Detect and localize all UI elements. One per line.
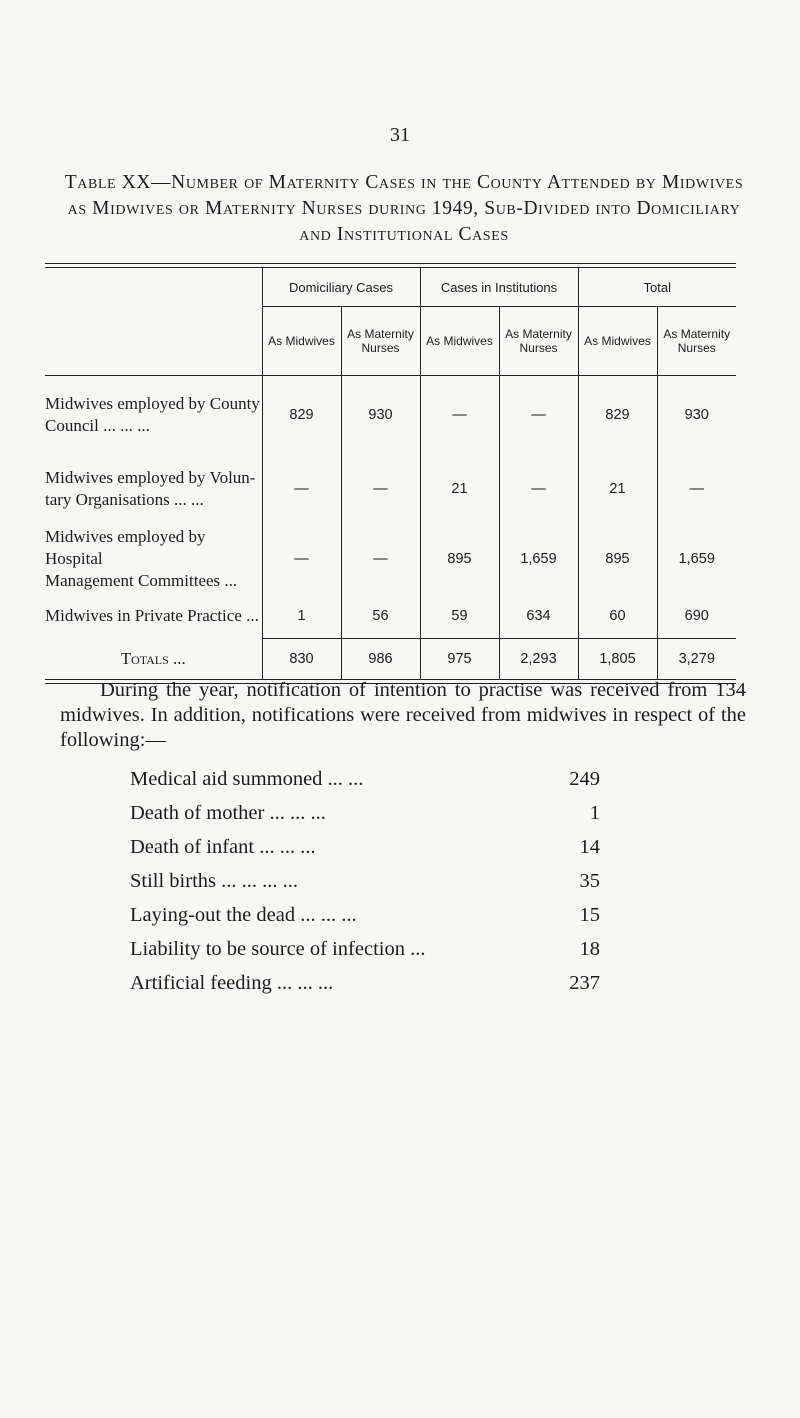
table-cell: 895: [420, 524, 499, 594]
table-cell: —: [499, 454, 578, 524]
list-item-value: 18: [579, 938, 600, 960]
list-item-value: 14: [579, 836, 600, 858]
list-item-label: Medical aid summoned ... ...: [130, 768, 364, 790]
table-cell: 829: [578, 376, 657, 455]
table-cell: 21: [420, 454, 499, 524]
table-cell: 21: [578, 454, 657, 524]
list-item-label: Still births ... ... ... ...: [130, 870, 299, 892]
table-cell: 829: [262, 376, 341, 455]
table-cell: 634: [499, 594, 578, 639]
row-label: Midwives employed by Volun- tary Organisations ... ...: [45, 468, 256, 509]
table-row: [45, 594, 736, 639]
row-label: Midwives in Private Practice ...: [45, 606, 259, 626]
list-item: [130, 938, 600, 972]
header-institutions: Cases in Institutions: [420, 268, 578, 307]
row-label: Midwives employed by County Council ... ... ...: [45, 394, 260, 435]
list-item-label: Artificial feeding ... ... ...: [130, 972, 334, 994]
list-item: [130, 836, 600, 870]
table-cell: —: [262, 454, 341, 524]
totals-label: Totals ...: [120, 648, 186, 668]
table-title: Table XX—Number of Maternity Cases in the County Attended by Midwives as Midwives or Maternity Nurses during 1949, Sub-Divided into Domiciliary and Institutional Cases: [64, 172, 744, 245]
total-cell: 986: [341, 639, 420, 680]
sub-header: As Maternity Nurses: [499, 307, 578, 376]
table-cell: 59: [420, 594, 499, 639]
table-cell: —: [657, 454, 736, 524]
maternity-cases-table: [45, 263, 736, 684]
list-item: [130, 870, 600, 904]
sub-header: As Midwives: [262, 307, 341, 376]
list-item-label: Liability to be source of infection ...: [130, 938, 426, 960]
notification-paragraph: During the year, notification of intention to practise was received from 134 midwives. In addition, notifications were received from midwives in respect of the following:—: [60, 679, 746, 751]
table-cell: 56: [341, 594, 420, 639]
table-row: [45, 376, 736, 455]
table-cell: 690: [657, 594, 736, 639]
table-cell: —: [262, 524, 341, 594]
list-item: [130, 802, 600, 836]
table-cell: —: [341, 524, 420, 594]
table-cell: 1,659: [657, 524, 736, 594]
list-item-value: 15: [579, 904, 600, 926]
notification-list: [130, 768, 600, 1006]
list-item-value: 237: [569, 972, 600, 994]
header-domiciliary: Domiciliary Cases: [262, 268, 420, 307]
table-cell: 60: [578, 594, 657, 639]
sub-header: As Maternity Nurses: [657, 307, 736, 376]
header-total: Total: [578, 268, 736, 307]
table-cell: —: [341, 454, 420, 524]
table-row: [45, 454, 736, 524]
total-cell: 1,805: [578, 639, 657, 680]
total-cell: 2,293: [499, 639, 578, 680]
list-item-label: Death of infant ... ... ...: [130, 836, 316, 858]
list-item-value: 249: [569, 768, 600, 790]
sub-header: As Midwives: [420, 307, 499, 376]
table-cell: 930: [341, 376, 420, 455]
table-cell: 1,659: [499, 524, 578, 594]
table-cell: 930: [657, 376, 736, 455]
table-cell: —: [420, 376, 499, 455]
sub-header: As Midwives: [578, 307, 657, 376]
total-cell: 830: [262, 639, 341, 680]
list-item-value: 35: [579, 870, 600, 892]
table-cell: —: [499, 376, 578, 455]
sub-header: As Maternity Nurses: [341, 307, 420, 376]
list-item-label: Death of mother ... ... ...: [130, 802, 326, 824]
row-label: Midwives employed by Hospital Management Committees ...: [45, 527, 238, 590]
list-item: [130, 904, 600, 938]
page-number: 31: [390, 124, 410, 146]
list-item: [130, 972, 600, 1006]
table-cell: 1: [262, 594, 341, 639]
header-group-row: [45, 268, 736, 307]
list-item-value: 1: [589, 802, 600, 824]
list-item: [130, 768, 600, 802]
table-cell: 895: [578, 524, 657, 594]
header-blank: [45, 268, 262, 376]
total-cell: 975: [420, 639, 499, 680]
list-item-label: Laying-out the dead ... ... ...: [130, 904, 357, 926]
total-cell: 3,279: [657, 639, 736, 680]
table-row: [45, 524, 736, 594]
totals-row: [45, 639, 736, 680]
